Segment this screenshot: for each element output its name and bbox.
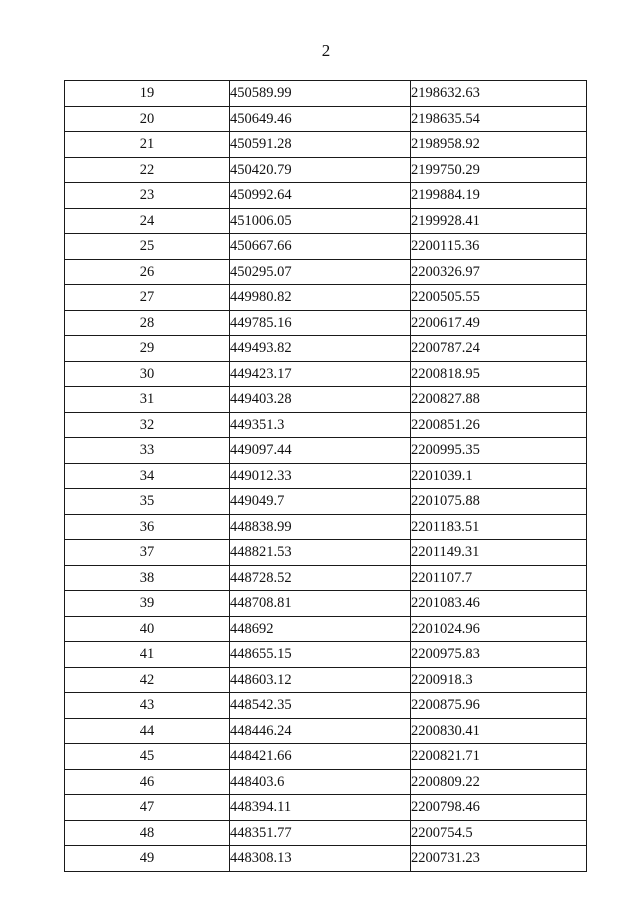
table-row (65, 540, 587, 566)
table-row (65, 106, 587, 132)
point-number-cell: 45 (65, 744, 230, 770)
point-number-cell: 27 (65, 285, 230, 311)
y-coordinate-cell: 2200830.41 (411, 718, 587, 744)
x-coordinate-cell: 449980.82 (230, 285, 411, 311)
table-row (65, 489, 587, 515)
x-coordinate-cell: 448394.11 (230, 795, 411, 821)
x-coordinate-cell: 449493.82 (230, 336, 411, 362)
table-row (65, 616, 587, 642)
point-number-cell: 47 (65, 795, 230, 821)
y-coordinate-cell: 2200326.97 (411, 259, 587, 285)
y-coordinate-cell: 2200995.35 (411, 438, 587, 464)
x-coordinate-cell: 448603.12 (230, 667, 411, 693)
y-coordinate-cell: 2199928.41 (411, 208, 587, 234)
point-number-cell: 34 (65, 463, 230, 489)
x-coordinate-cell: 450992.64 (230, 183, 411, 209)
page-number: 2 (321, 41, 331, 60)
table-row (65, 336, 587, 362)
table-row (65, 310, 587, 336)
point-number-cell: 41 (65, 642, 230, 668)
y-coordinate-cell: 2200851.26 (411, 412, 587, 438)
y-coordinate-cell: 2200798.46 (411, 795, 587, 821)
y-coordinate-cell: 2200505.55 (411, 285, 587, 311)
y-coordinate-cell: 2201024.96 (411, 616, 587, 642)
point-number-cell: 40 (65, 616, 230, 642)
y-coordinate-cell: 2201039.1 (411, 463, 587, 489)
point-number-cell: 42 (65, 667, 230, 693)
point-number-cell: 44 (65, 718, 230, 744)
x-coordinate-cell: 450667.66 (230, 234, 411, 260)
x-coordinate-cell: 448403.6 (230, 769, 411, 795)
table-row (65, 438, 587, 464)
table-row (65, 412, 587, 438)
table-row (65, 565, 587, 591)
x-coordinate-cell: 448655.15 (230, 642, 411, 668)
y-coordinate-cell: 2201149.31 (411, 540, 587, 566)
x-coordinate-cell: 448692 (230, 616, 411, 642)
point-number-cell: 22 (65, 157, 230, 183)
x-coordinate-cell: 450589.99 (230, 81, 411, 107)
table-row (65, 183, 587, 209)
point-number-cell: 21 (65, 132, 230, 158)
point-number-cell: 19 (65, 81, 230, 107)
table-row (65, 157, 587, 183)
point-number-cell: 49 (65, 846, 230, 872)
x-coordinate-cell: 450649.46 (230, 106, 411, 132)
table-row (65, 769, 587, 795)
x-coordinate-cell: 450591.28 (230, 132, 411, 158)
y-coordinate-cell: 2200617.49 (411, 310, 587, 336)
point-number-cell: 38 (65, 565, 230, 591)
y-coordinate-cell: 2201083.46 (411, 591, 587, 617)
table-row (65, 795, 587, 821)
table-row (65, 744, 587, 770)
point-number-cell: 20 (65, 106, 230, 132)
table-row (65, 514, 587, 540)
x-coordinate-cell: 449423.17 (230, 361, 411, 387)
table-row (65, 693, 587, 719)
x-coordinate-cell: 449351.3 (230, 412, 411, 438)
y-coordinate-cell: 2200731.23 (411, 846, 587, 872)
point-number-cell: 26 (65, 259, 230, 285)
y-coordinate-cell: 2200827.88 (411, 387, 587, 413)
x-coordinate-cell: 448308.13 (230, 846, 411, 872)
point-number-cell: 29 (65, 336, 230, 362)
point-number-cell: 30 (65, 361, 230, 387)
y-coordinate-cell: 2200809.22 (411, 769, 587, 795)
coordinates-table-body (65, 81, 587, 872)
x-coordinate-cell: 448446.24 (230, 718, 411, 744)
y-coordinate-cell: 2199750.29 (411, 157, 587, 183)
y-coordinate-cell: 2200975.83 (411, 642, 587, 668)
point-number-cell: 25 (65, 234, 230, 260)
table-row (65, 361, 587, 387)
point-number-cell: 28 (65, 310, 230, 336)
table-row (65, 208, 587, 234)
y-coordinate-cell: 2200754.5 (411, 820, 587, 846)
y-coordinate-cell: 2198632.63 (411, 81, 587, 107)
point-number-cell: 48 (65, 820, 230, 846)
x-coordinate-cell: 448821.53 (230, 540, 411, 566)
x-coordinate-cell: 448421.66 (230, 744, 411, 770)
y-coordinate-cell: 2200821.71 (411, 744, 587, 770)
table-row (65, 259, 587, 285)
table-row (65, 846, 587, 872)
y-coordinate-cell: 2200875.96 (411, 693, 587, 719)
y-coordinate-cell: 2201075.88 (411, 489, 587, 515)
table-row (65, 718, 587, 744)
point-number-cell: 35 (65, 489, 230, 515)
y-coordinate-cell: 2200115.36 (411, 234, 587, 260)
y-coordinate-cell: 2201183.51 (411, 514, 587, 540)
x-coordinate-cell: 448351.77 (230, 820, 411, 846)
y-coordinate-cell: 2200787.24 (411, 336, 587, 362)
point-number-cell: 46 (65, 769, 230, 795)
x-coordinate-cell: 448838.99 (230, 514, 411, 540)
point-number-cell: 33 (65, 438, 230, 464)
point-number-cell: 32 (65, 412, 230, 438)
coordinates-table (64, 80, 587, 872)
point-number-cell: 43 (65, 693, 230, 719)
table-row (65, 591, 587, 617)
y-coordinate-cell: 2198958.92 (411, 132, 587, 158)
x-coordinate-cell: 449012.33 (230, 463, 411, 489)
x-coordinate-cell: 450295.07 (230, 259, 411, 285)
x-coordinate-cell: 450420.79 (230, 157, 411, 183)
table-row (65, 81, 587, 107)
x-coordinate-cell: 451006.05 (230, 208, 411, 234)
x-coordinate-cell: 448728.52 (230, 565, 411, 591)
x-coordinate-cell: 448542.35 (230, 693, 411, 719)
x-coordinate-cell: 449049.7 (230, 489, 411, 515)
point-number-cell: 39 (65, 591, 230, 617)
x-coordinate-cell: 449403.28 (230, 387, 411, 413)
y-coordinate-cell: 2200818.95 (411, 361, 587, 387)
table-row (65, 667, 587, 693)
table-row (65, 387, 587, 413)
table-row (65, 820, 587, 846)
table-row (65, 285, 587, 311)
point-number-cell: 24 (65, 208, 230, 234)
point-number-cell: 37 (65, 540, 230, 566)
y-coordinate-cell: 2200918.3 (411, 667, 587, 693)
y-coordinate-cell: 2198635.54 (411, 106, 587, 132)
x-coordinate-cell: 449785.16 (230, 310, 411, 336)
point-number-cell: 36 (65, 514, 230, 540)
y-coordinate-cell: 2199884.19 (411, 183, 587, 209)
x-coordinate-cell: 448708.81 (230, 591, 411, 617)
x-coordinate-cell: 449097.44 (230, 438, 411, 464)
table-row (65, 463, 587, 489)
table-row (65, 132, 587, 158)
point-number-cell: 31 (65, 387, 230, 413)
table-row (65, 234, 587, 260)
point-number-cell: 23 (65, 183, 230, 209)
y-coordinate-cell: 2201107.7 (411, 565, 587, 591)
table-row (65, 642, 587, 668)
